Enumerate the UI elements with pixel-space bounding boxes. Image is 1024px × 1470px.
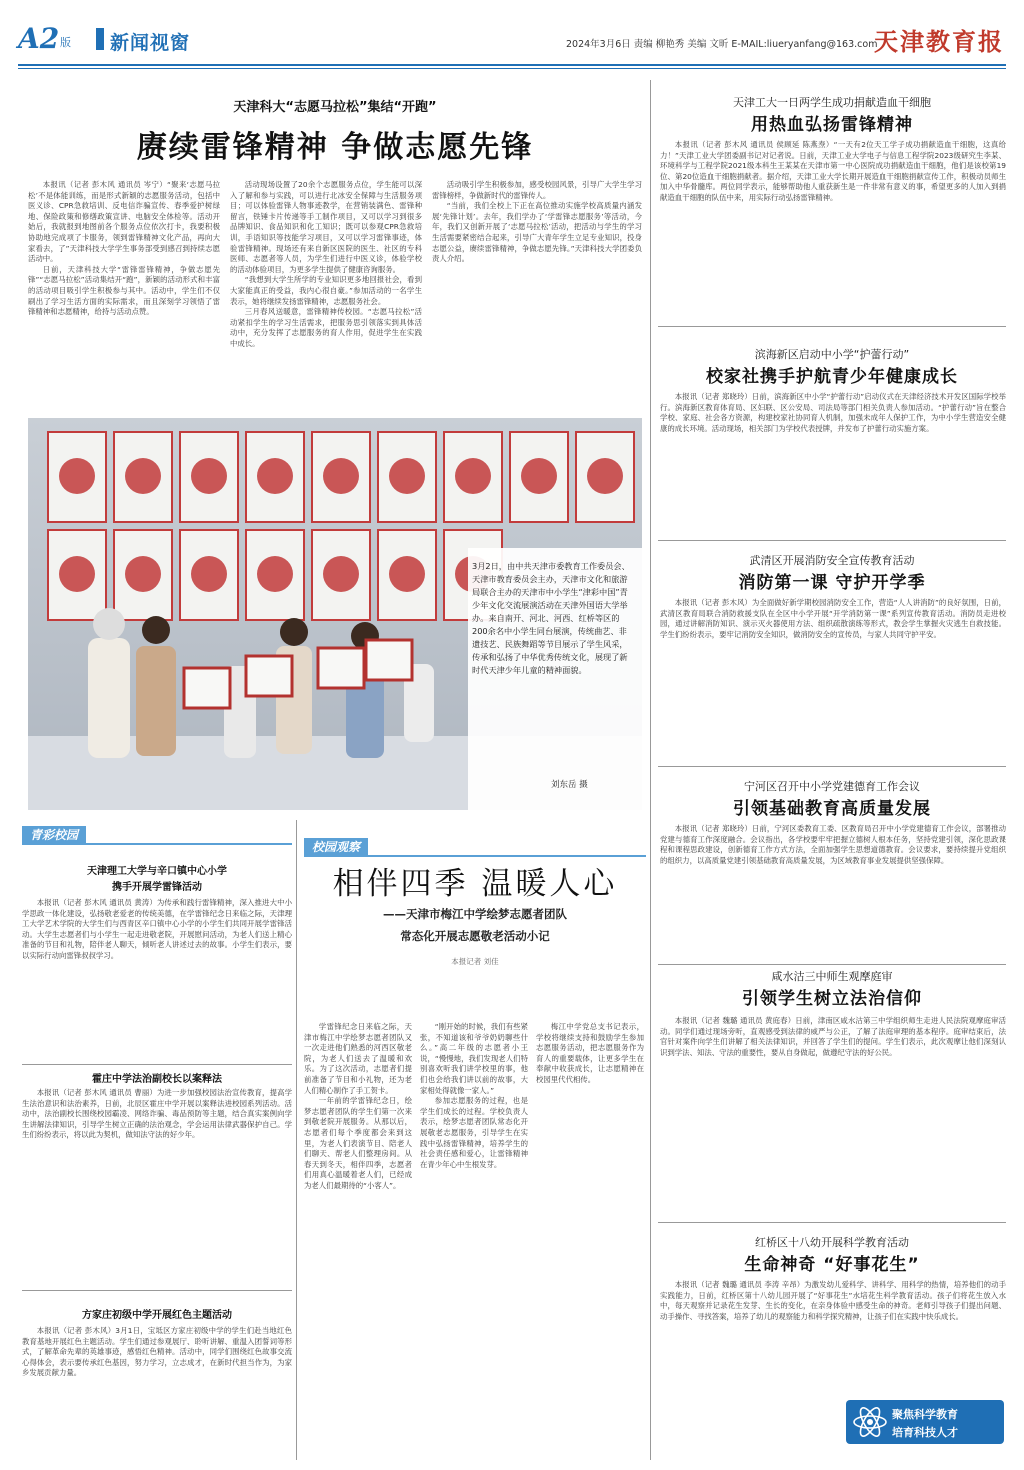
right-article6-kicker: 红桥区十八幼开展科学教育活动 <box>755 1236 909 1249</box>
section-tag-rule <box>22 843 292 845</box>
right-article3-kicker: 武清区开展消防安全宣传教育活动 <box>749 554 915 567</box>
lead-paragraph: “我想到大学生所学的专业知识更多地回报社会，看到大家能真正的受益，我内心很自豪。”参加活动的一名学生表示，她将继续发扬雷锋精神，志愿服务社会。 <box>230 275 422 306</box>
right-article4-kicker: 宁河区召开中小学党建德育工作会议 <box>744 780 920 793</box>
feature-paragraph: “刚开始的时候，我们有些紧张，不知道该和爷爷奶奶聊些什么。”高二年级的志愿者小王说，“慢慢地，我们发现老人们特别喜欢听我们讲学校里的事，他们也会给我们讲以前的故事，大家相处得就像一家人。” <box>420 1022 528 1095</box>
right-article2-body <box>660 392 1006 532</box>
left-article3-paragraph: 本报讯（记者 彭木风）3月1日，宝坻区方家庄初级中学的学生们赴当地红色教育基地开展红色主题活动。学生们通过参观展厅、聆听讲解、重温入团誓词等形式，了解革命先辈的英雄事迹，感悟红色精神。活动中，同学们围绕红色故事交流心得体会，表示要传承红色基因，努力学习，立志成才，在新时代担当作为，为家乡发展贡献力量。 <box>22 1326 292 1378</box>
feature-subtitle: 常态化开展志愿敬老活动小记 <box>400 929 550 943</box>
right-article6-paragraph: 本报讯（记者 魏璐 通讯员 李涛 辛昂）为激发幼儿爱科学、讲科学、用科学的热情，培养他们的动手实践能力，日前，红桥区第十八幼儿园开展了“好事花生”水培花生科学教育活动。孩子们将花生放入水中，每天观察并记录花生发芽、生长的变化，在亲身体验中感受生命的神奇。老师引导孩子们提出问题、动手操作、寻找答案，培养了幼儿的观察能力和科学探究精神，让孩子们在实践中快乐成长。 <box>660 1280 1006 1321</box>
article-divider <box>658 326 1006 327</box>
lead-body-col2 <box>230 180 422 408</box>
section-tag-observation: 校园观察 <box>304 838 368 856</box>
right-article2-kicker: 滨海新区启动中小学“护蕾行动” <box>754 348 910 361</box>
right-article3-body <box>660 598 1006 758</box>
right-article2-paragraph: 本报讯（记者 郑晓玲）日前，滨海新区中小学“护蕾行动”启动仪式在天津经济技术开发区国际学校举行。滨海新区教育体育局、区妇联、区公安局、司法局等部门相关负责人参加活动。“护蕾行动”旨在整合学校、家庭、社会各方资源，构建校家社协同育人机制，加强未成年人保护工作，为中小学生营造安全健康的成长环境。活动现场，相关部门为学校代表授牌，并发布了护蕾行动实施方案。 <box>660 392 1006 433</box>
right-article4-headline: 引领基础教育高质量发展 <box>733 799 931 819</box>
photo-caption: 3月2日，由中共天津市委教育工作委员会、天津市教育委员会主办，天津市文化和旅游局联合主办的天津市中小学生“津彩中国”青少年文化交流展演活动在天津外国语大学举办。来自南开、河北、河西、红桥等区的200余名中小学生同台展演，传统曲艺、非遗技艺、民族舞蹈等节目展示了学生风采，传承和弘扬了中华优秀传统文化，展现了新时代天津少年儿童的精神面貌。 <box>472 561 630 675</box>
feature-body-col2 <box>420 1022 528 1460</box>
right-article1-kicker: 天津工大一日两学生成功捐献造血干细胞 <box>733 96 931 109</box>
lead-kicker: 天津科大“志愿马拉松”集结“开跑” <box>233 100 437 115</box>
feature-body-col1 <box>304 1022 412 1460</box>
lead-headline: 赓续雷锋精神 争做志愿先锋 <box>136 130 534 165</box>
lead-paragraph: 活动现场设置了20余个志愿服务点位，学生能可以深入了解和参与实践，可以进行北冰安全保障与生活服务项目；可以体验雷锋人物事迹教学，在营销装满色、雷锋种留言，铁锤卡片传递等手工制作项目，又可以学习到很多品牌知识、食品知识和化工知识；既可以参观CPR急救培训，手语知识等技能学习项目，又可以学习雷锋事迹，体验雷锋精神。现场还有来自新区医院的医生、社区的专科医师、志愿者等人员，为学生们进行中医义诊，体验学校的活动体验项目，为更多学生提供了健康咨询服务。 <box>230 180 422 274</box>
article-divider <box>658 1222 1006 1223</box>
article-divider <box>658 540 1006 541</box>
left-article3-headline: 方家庄初级中学开展红色主题活动 <box>82 1310 232 1321</box>
lead-paragraph: “当前，我们全校上下正在高位推动实施学校高质量内涵发展‘先锋计划’。去年，我们学办了‘学雷锋志愿服务’等活动，今年，我们又创新开展了‘志愿马拉松’活动，把活动与学生的学习生活需要紧密结合起来，引导广大青年学生立足专业知识，投身志愿公益，赓续雷锋精神，争做志愿先锋。”天津科技大学团委负责人介绍。 <box>432 201 642 264</box>
atom-icon <box>850 1402 890 1442</box>
right-article6-headline: 生命神奇 “好事花生” <box>744 1255 920 1275</box>
lead-paragraph: 日前，天津科技大学“雷锋雷锋精神，争做志愿先锋”“志愿马拉松”活动集结开“跑”，新颖的活动形式和丰富的活动项目吸引学生积极参与其中。活动中，学生们不仅刷出了学习生活方面的实际需求，而且深刻学习领悟了雷锋精神和志愿精神，给持与活动点赞。 <box>28 264 220 317</box>
left-article3-body <box>22 1326 292 1460</box>
section-tag-campus: 青彩校园 <box>22 826 86 844</box>
promo-line: 培育科技人才 <box>892 1426 958 1439</box>
feature-paragraph: 学雷锋纪念日来临之际，天津市梅江中学绘梦志愿者团队又一次走进他们熟悉的河西区敬老院，为老人们送去了温暖和欢乐。为了这次活动，志愿者们提前准备了节目和小礼物，还为老人们精心制作了手工贺卡。 <box>304 1022 412 1095</box>
article-divider <box>658 766 1006 767</box>
right-article5-body <box>660 1016 1006 1228</box>
masthead-rule-thin <box>18 68 1006 69</box>
lead-body-col1 <box>28 180 220 408</box>
photo-credit: 刘东岳 摄 <box>551 780 588 790</box>
left-article2-headline: 霍庄中学法治副校长以案释法 <box>92 1074 222 1085</box>
lead-paragraph: 三月春风送暖意，雷锋精神传校园。“志愿马拉松”活动紧扣学生的学习生活需求，把服务思引领落实到具体活动中，充分发挥了志愿服务的育人作用，促进学生在实践中成长。 <box>230 307 422 348</box>
article-divider <box>22 1290 292 1291</box>
right-article1-body <box>660 140 1006 316</box>
masthead-rule <box>18 64 1006 66</box>
paper-logo: 天津教育报 <box>874 27 1004 56</box>
left-article1-body <box>22 898 292 1060</box>
right-article5-kicker: 咸水沽三中师生观摩庭审 <box>771 970 893 983</box>
article-divider <box>22 1064 292 1065</box>
lead-body-col3 <box>432 180 642 408</box>
left-article1-paragraph: 本报讯（记者 彭木风 通讯员 黄涛）为传承和践行雷锋精神，深入推进大中小学思政一体化建设，弘扬敬老爱老的传统美德，在学雷锋纪念日来临之际，天津理工大学艺术学院的大学生们与西青区辛口镇中心小学的小学生们共同开展学雷锋活动。大学生志愿者们与小学生一起走进敬老院，开展慰问活动，为老人们送上精心准备的节目和礼物，陪伴老人聊天，倾听老人讲述过去的故事。小学生们表示，要以实际行动向雷锋叔叔学习。 <box>22 898 292 960</box>
right-article6-body <box>660 1280 1006 1392</box>
right-article3-paragraph: 本报讯（记者 彭木风）为全面做好新学期校园消防安全工作，营造“人人讲消防”的良好氛围，日前，武清区教育局联合消防救援支队在全区中小学开展“开学消防第一课”系列宣传教育活动。消防员走进校园，通过讲解消防知识、演示灭火器使用方法、组织疏散演练等形式，教会学生掌握火灾逃生自救技能。学生们纷纷表示，要牢记消防安全知识，做消防安全的宣传员，与家人共同守护平安。 <box>660 598 1006 639</box>
promo-line: 聚焦科学教育 <box>892 1408 958 1421</box>
right-article2-headline: 校家社携手护航青少年健康成长 <box>706 367 958 387</box>
date-editors: 2024年3月6日 责编 柳艳秀 美编 文昕 E-MAIL:liueryanfang@163.com <box>566 39 878 50</box>
right-article5-paragraph: 本报讯（记者 魏璐 通讯员 黄庭春）日前，津南区咸水沽第三中学组织师生走进人民法院观摩庭审活动。同学们通过现场旁听，直观感受到法律的威严与公正，了解了法庭审理的基本程序。庭审结束后，法官针对案件向学生们讲解了相关法律知识，并回答了学生们的提问。学生们表示，此次观摩让他们深刻认识到学法、知法、守法的重要性，要从自身做起，做遵纪守法的好公民。 <box>660 1016 1006 1057</box>
section-title: 新闻视窗 <box>110 32 191 54</box>
feature-subtitle: ——天津市梅江中学绘梦志愿者团队 <box>383 907 567 921</box>
feature-paragraph: 参加志愿服务的过程，也是学生们成长的过程。学校负责人表示，绘梦志愿者团队常态化开展敬老志愿服务，引导学生在实践中弘扬雷锋精神，培养学生的社会责任感和爱心，让雷锋精神在青少年心中生根发芽。 <box>420 1096 528 1169</box>
feature-paragraph: 一年前的学雷锋纪念日，绘梦志愿者团队的学生们第一次来到敬老院开展服务。从那以后，志愿者们每个季度都会来到这里，为老人们表演节目、陪老人们聊天、帮老人们整理房间。从春天到冬天，相伴四季，志愿者们用真心温暖着老人们，已经成为老人们最期待的“小客人”。 <box>304 1096 412 1190</box>
right-article4-body <box>660 824 1006 954</box>
article-divider <box>658 964 1006 965</box>
right-article1-paragraph: 本报讯（记者 彭木风 通讯员 侯顾延 陈燕焘）“一天有2位天工学子成功捐献造血干细胞，这真给力！”天津工业大学团委副书记对记者说。日前，天津工业大学电子与信息工程学院2023级研究生李某、环境科学与工程学院2021级本科生王某某在天津市第一中心医院成功捐献造血干细胞，他们是该校第19位、第20位造血干细胞捐献者。据介绍，天津工业大学长期开展造血干细胞捐献宣传工作，积极动员师生加入中华骨髓库。两位同学表示，能够帮助他人重获新生是一件非常有意义的事，希望更多的人加入到捐献造血干细胞的队伍中来，用实际行动弘扬雷锋精神。 <box>660 140 1006 202</box>
left-article1-headline: 天津理工大学与辛口镇中心小学 <box>87 866 227 877</box>
right-article1-headline: 用热血弘扬雷锋精神 <box>751 115 913 135</box>
left-article2-body <box>22 1088 292 1284</box>
masthead <box>18 22 1004 60</box>
section-bar <box>96 28 104 50</box>
lead-paragraph: 本报讯（记者 彭木风 通讯员 岑宁）“聚来‘志愿马拉松’不是体能训练，而是形式新颖的志愿服务活动，包括中医义诊、CPR急救培训、反电信诈骗宣传、春季爱护树绿地、保险政策和修缮政策宣讲、电脑安全体检等。活动开始后，我就报到地图前各个服务点位依次打卡，我要积极协助地完成项了卡服务，领到雷锋精神文化产品，再向大家看去，了”天津科技大学学生事务部受到感召到持续志愿活动中。 <box>28 180 220 264</box>
page-number: A2 <box>18 22 60 55</box>
feature-paragraph: 梅江中学党总支书记表示，学校将继续支持和鼓励学生参加志愿服务活动，把志愿服务作为育人的重要载体，让更多学生在奉献中收获成长，让志愿精神在校园里代代相传。 <box>536 1022 644 1084</box>
section-tag-rule <box>304 855 646 857</box>
left-article1-headline: 携手开展学雷锋活动 <box>112 882 202 893</box>
feature-byline: 本报记者 刘佳 <box>451 957 499 966</box>
page-suffix: 版 <box>60 36 71 49</box>
feature-title: 相伴四季 温暖人心 <box>332 866 618 902</box>
feature-body-col3 <box>536 1022 644 1460</box>
right-article5-headline: 引领学生树立法治信仰 <box>742 989 922 1009</box>
column-divider <box>296 820 297 1460</box>
lead-paragraph: 活动吸引学生积极参加，感受校园风景，引导广大学生学习雷锋榜样，争做新时代的雷锋传人。 <box>432 180 642 200</box>
column-divider <box>650 80 651 1460</box>
right-article3-headline: 消防第一课 守护开学季 <box>738 573 926 593</box>
left-article2-paragraph: 本报讯（记者 彭木风 通讯员 曹丽）为进一步加强校园法治宣传教育，提高学生法治意识和法治素养，日前，北辰区霍庄中学开展以案释法进校园系列活动。活动中，法治副校长围绕校园霸凌、网络诈骗、毒品预防等主题，结合真实案例向学生讲解法律知识，引导学生树立正确的法治观念，学会运用法律武器保护自己。学生们纷纷表示，将以此为契机，做知法守法的好少年。 <box>22 1088 292 1140</box>
right-article4-paragraph: 本报讯（记者 郑晓玲）日前，宁河区委教育工委、区教育局召开中小学党建德育工作会议，部署推动党建与德育工作深度融合。会议指出，各学校要牢牢把握立德树人根本任务，坚持党建引领，深化思政课程和课程思政建设，创新德育工作方式方法，全面加强学生思想道德教育。会议要求，要持续提升党组织的组织力，以高质量党建引领基础教育高质量发展，为区域教育事业发展提供坚强保障。 <box>660 824 1006 865</box>
promo-banner <box>846 1400 1004 1444</box>
